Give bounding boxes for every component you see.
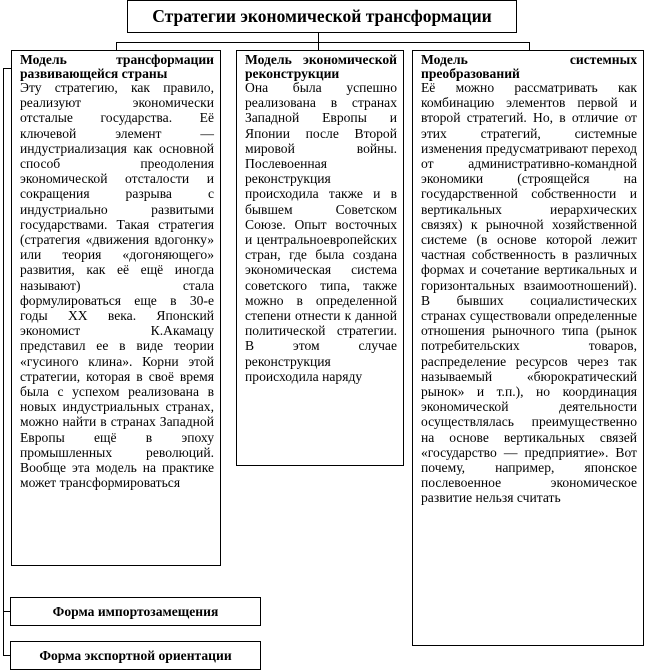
form-export-orientation: Форма экспортной ориентации xyxy=(10,641,261,670)
model-text: Её можно рассматривать как комбинацию элементов первой и второй стратегий. Но, в отличие от этих стратегий, системные изменения предусматривают переход от административно-командной экономики (строящейся на государственной собственности и вертикальных иерархических связях) к рыночной хозяйственной системе (в основе которой лежит частная собственность в различных формах и сочетание вертикальных и горизонтальных взаимоотношений). В бывших социалистических странах существовали определенные отношения рыночного типа (рынок потребительских товаров, распределение ресурсов через так называемый «бюрократический рынок» и т.п.), но координация экономической деятельности осуществлялась преимущественно на основе вертикальных связей «государство — предприятие». Вот почему, например, японское послевоенное экономическое развитие нельзя считать xyxy=(421,80,637,506)
model-reconstruction xyxy=(236,50,404,466)
model-heading: Модель экономической реконструкции xyxy=(245,52,397,81)
diagram-title: Стратегии экономической трансформации xyxy=(127,0,517,33)
connector-drop-middle xyxy=(318,42,319,50)
connector-horizontal xyxy=(116,42,529,43)
connector-forms-vertical xyxy=(3,68,4,656)
connector-drop-right xyxy=(529,42,530,50)
model-heading: Модель системных преобразований xyxy=(421,52,637,81)
model-developing-country xyxy=(11,50,221,566)
connector-drop-left xyxy=(116,42,117,50)
model-heading: Модель трансформации развивающейся страны xyxy=(20,52,214,81)
form-import-substitution: Форма импортозамещения xyxy=(10,597,261,626)
connector-trunk xyxy=(318,33,319,42)
model-text: Она была успешно реализована в странах Западной Европы и Японии после Второй мировой войны. Послевоенная реконструкция происходила также и в бывшем Советском Союзе. Опыт восточных и центральноевропейских стран, где была создана экономическая система советского типа, также можно в определенной степени отнести к данной политической стратегии. В этом случае реконструкция происходила наряду xyxy=(245,80,397,384)
model-text: Эту стратегию, как правило, реализуют экономически отсталые государства. Её ключевой элемент — индустриализация как основной способ преодоления экономической отсталости и сокращения разрыва с индустриально развитыми государствами. Такая стратегия (стратегия «движения вдогонку» или теория «догоняющего» развития, как её ещё иногда называют) стала формулироваться еще в 30-е годы XX века. Японский экономист К.Акамацу представил ее в виде теории «гусиного клина». Корни этой стратегии, которая в своё время была с успехом реализована в новых индустриальных странах, можно найти в странах Западной Европы ещё в эпоху промышленных революций. Вообще эта модель на практике может трансформироваться xyxy=(20,80,214,491)
model-system-transformation xyxy=(412,50,644,646)
